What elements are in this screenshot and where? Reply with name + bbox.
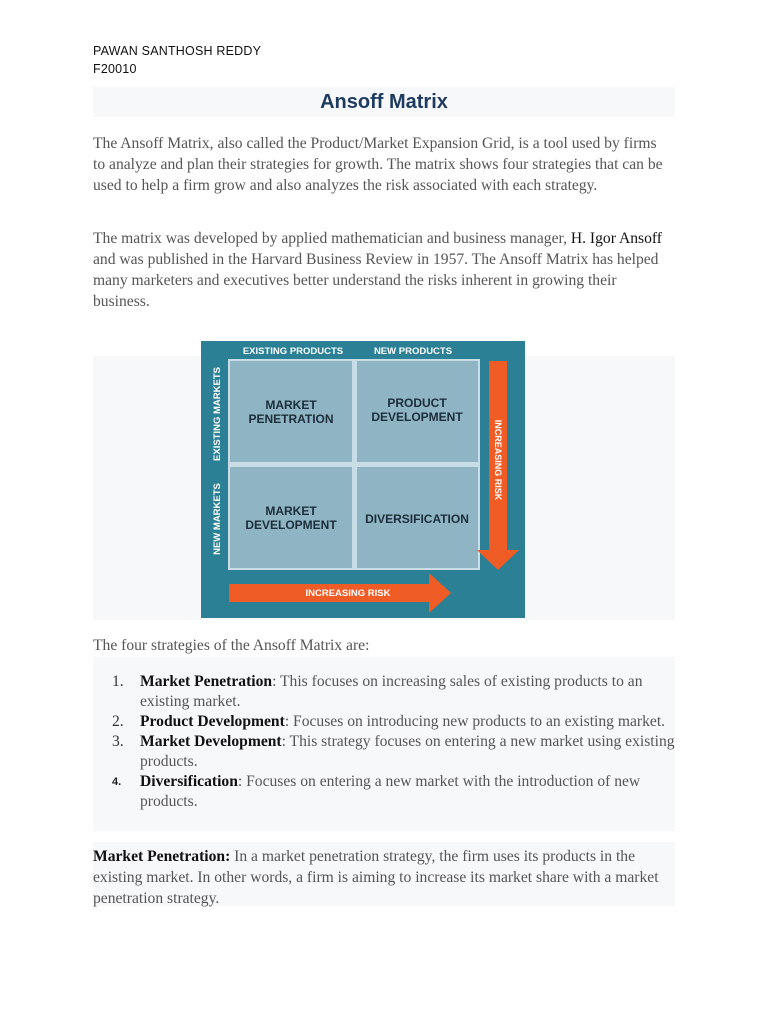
author-name: PAWAN SANTHOSH REDDY — [93, 44, 262, 58]
cell-product-development-line2: DEVELOPMENT — [371, 410, 463, 424]
strategy-desc: : Focuses on entering a new market with the introduction of new products. — [140, 773, 641, 810]
market-penetration-paragraph — [93, 846, 671, 909]
history-text-before: The matrix was developed by applied mathematician and business manager, — [93, 230, 571, 247]
horizontal-risk-arrow-label: INCREASING RISK — [305, 588, 391, 599]
market-penetration-label: Market Penetration: — [93, 848, 231, 865]
row-label-new-markets: NEW MARKETS — [212, 483, 223, 555]
history-text-after: and was published in the Harvard Business Review in 1957. The Ansoff Matrix has helped many marketers and executives better understand the risks inherent in growing their business. — [93, 251, 659, 310]
strategy-name: Market Development — [140, 733, 282, 750]
list-item — [104, 732, 676, 772]
list-item — [104, 772, 676, 812]
list-intro: The four strategies of the Ansoff Matrix are: — [93, 637, 370, 654]
history-paragraph — [93, 228, 671, 312]
market-penetration-text: In a market penetration strategy, the firm uses its products in the existing market. In other words, a firm is aiming to increase its market share with a market penetration strategy. — [93, 848, 659, 907]
author-id: F20010 — [93, 62, 137, 76]
list-item-number: 1. — [112, 673, 124, 690]
cell-product-development-line1: PRODUCT — [387, 396, 447, 410]
ansoff-name: H. Igor Ansoff — [570, 230, 662, 247]
title-bar — [93, 87, 675, 117]
list-item-number: 2. — [112, 713, 124, 730]
vertical-risk-arrow-label: INCREASING RISK — [493, 419, 503, 501]
cell-market-penetration-line1: MARKET — [265, 398, 317, 412]
row-label-existing-markets: EXISTING MARKETS — [212, 367, 223, 461]
author-block — [93, 42, 261, 78]
list-item — [104, 712, 676, 732]
strategy-name: Market Penetration — [140, 673, 273, 690]
strategy-name: Product Development — [140, 713, 285, 730]
cell-diversification-label: DIVERSIFICATION — [365, 512, 469, 526]
list-item-number: 4. — [112, 776, 122, 788]
strategy-desc: : This strategy focuses on entering a new market using existing products. — [140, 733, 675, 770]
ansoff-matrix-figure — [201, 341, 525, 618]
strategy-desc: : This focuses on increasing sales of existing products to an existing market. — [140, 673, 643, 710]
strategy-name: Diversification — [140, 773, 238, 790]
list-item — [104, 672, 676, 712]
cell-market-penetration-line2: PENETRATION — [248, 412, 334, 426]
col-label-existing-products: EXISTING PRODUCTS — [242, 346, 344, 357]
list-item-number: 3. — [112, 733, 124, 750]
strategy-list — [104, 672, 676, 812]
strategy-desc: : Focuses on introducing new products to an existing market. — [284, 713, 666, 730]
cell-market-development-line1: MARKET — [265, 504, 317, 518]
cell-market-development-line2: DEVELOPMENT — [245, 518, 337, 532]
page-title: Ansoff Matrix — [320, 91, 448, 113]
col-label-new-products: NEW PRODUCTS — [373, 346, 453, 357]
intro-paragraph: The Ansoff Matrix, also called the Product/Market Expansion Grid, is a tool used by firms to analyze and plan their strategies for growth. The matrix shows four strategies that can be used to help a firm grow and also analyzes the risk associated with each strategy. — [93, 135, 663, 194]
